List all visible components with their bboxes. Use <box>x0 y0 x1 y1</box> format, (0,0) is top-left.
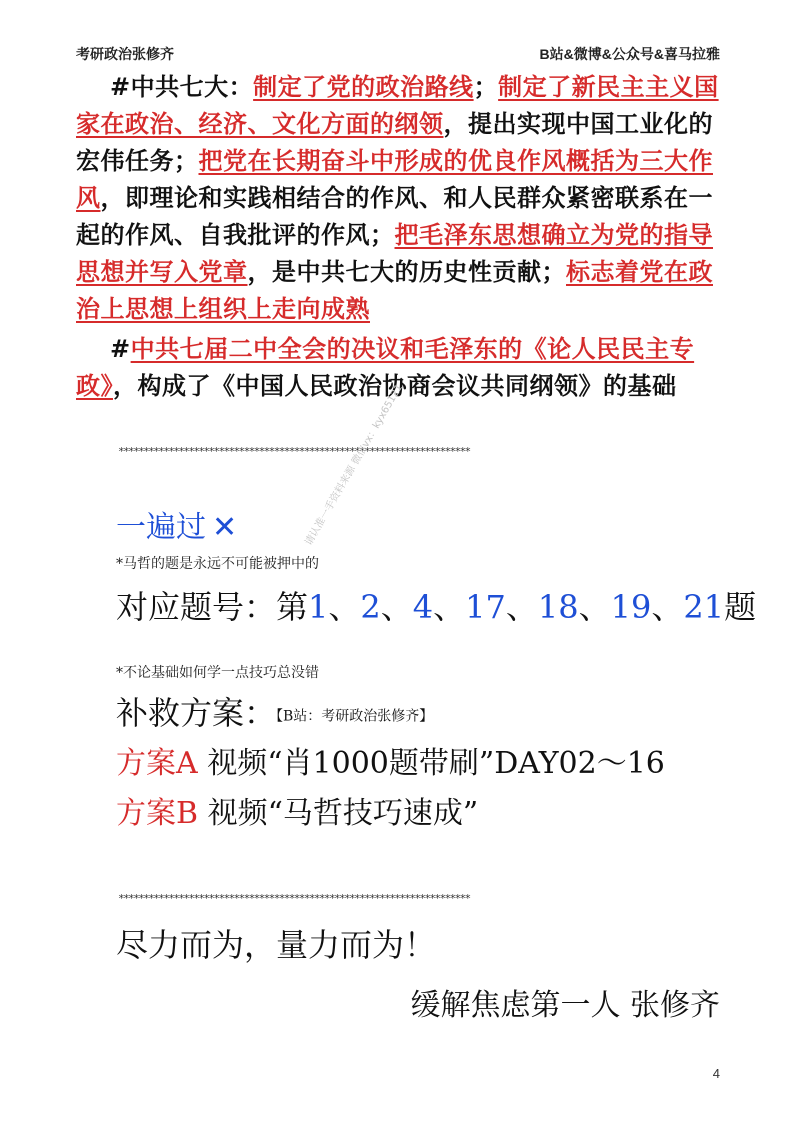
rescue-tag: 【B站：考研政治张修齐】 <box>276 708 434 725</box>
motto: 尽力而为，量力而为！ <box>116 926 437 964</box>
question-suffix: 题 <box>724 588 757 626</box>
header-platforms: B站&微博&公众号&喜马拉雅 <box>539 46 720 62</box>
divider-stars-1: ********************************************************************** <box>118 445 470 458</box>
para1-heading: #中共七大： <box>110 72 254 101</box>
plan-a-label: 方案A <box>116 746 198 781</box>
question-separator: 、 <box>328 588 361 626</box>
para1-text-3: ，即理论和实践相结合的作风、和人民群众紧密联系在一起的作风、自我批评的作风； <box>76 183 713 249</box>
question-number: 4 <box>412 588 434 626</box>
note-techniques: *不论基础如何学一点技巧总没错 <box>116 665 319 681</box>
rescue-label: 补救方案： <box>116 694 277 732</box>
para1-highlight-3: 把党在长期奋斗中形成的优良作风概括为三大作风 <box>76 146 713 212</box>
section-title <box>116 502 237 546</box>
plan-a <box>116 738 665 782</box>
question-number: 1 <box>308 588 329 626</box>
question-number: 2 <box>360 588 381 626</box>
rescue-plan-heading <box>116 688 433 734</box>
header-author: 考研政治张修齐 <box>76 46 174 62</box>
plan-a-text: 视频“肖1000题带刷”DAY02～16 <box>197 746 665 781</box>
para1-text-2: ，提出实现中国工业化的宏伟任务； <box>76 109 713 175</box>
divider-stars-2: ********************************************************************** <box>118 892 470 905</box>
question-number: 21 <box>683 588 725 626</box>
para2-highlight: 中共七届二中全会的决议和毛泽东的《论人民民主专政》 <box>76 334 695 400</box>
question-numbers-line <box>116 582 756 628</box>
note-marxism: *马哲的题是永远不可能被押中的 <box>116 556 319 572</box>
question-separator: 、 <box>578 588 611 626</box>
question-number: 17 <box>465 588 506 626</box>
section-title-text: 一遍过 <box>116 510 206 545</box>
cross-icon: ✕ <box>212 510 238 545</box>
para1-text-4: ，是中共七大的历史性贡献； <box>247 257 566 286</box>
para1-highlight-2: 制定了新民主主义国家在政治、经济、文化方面的纲领 <box>76 72 719 138</box>
question-number: 18 <box>537 588 579 626</box>
watermark: 请认准一手资料来源 微信vx：kyx65121 <box>303 382 406 548</box>
paragraph-seventh-congress <box>76 68 726 327</box>
para2-hash: # <box>110 334 131 363</box>
para2-text: ，构成了《中国人民政治协商会议共同纲领》的基础 <box>113 371 677 400</box>
para1-highlight-5: 标志着党在政治上思想上组织上走向成熟 <box>76 257 713 323</box>
question-prefix: 对应题号：第 <box>116 588 309 626</box>
signature: 缓解焦虑第一人 张修齐 <box>410 988 720 1023</box>
plan-b <box>116 788 478 832</box>
plan-b-text: 视频“马哲技巧速成” <box>198 796 479 831</box>
page-number: 4 <box>712 1066 720 1081</box>
page-header <box>0 44 800 66</box>
para1-highlight-4: 把毛泽东思想确立为党的指导思想并写入党章 <box>76 220 713 286</box>
para1-text-1: ； <box>473 72 499 101</box>
para1-highlight-1: 制定了党的政治路线 <box>253 72 474 101</box>
question-separator: 、 <box>433 588 466 626</box>
question-number: 19 <box>610 588 652 626</box>
question-separator: 、 <box>651 588 684 626</box>
question-separator: 、 <box>380 588 413 626</box>
plan-b-label: 方案B <box>116 796 199 831</box>
question-separator: 、 <box>505 588 538 626</box>
